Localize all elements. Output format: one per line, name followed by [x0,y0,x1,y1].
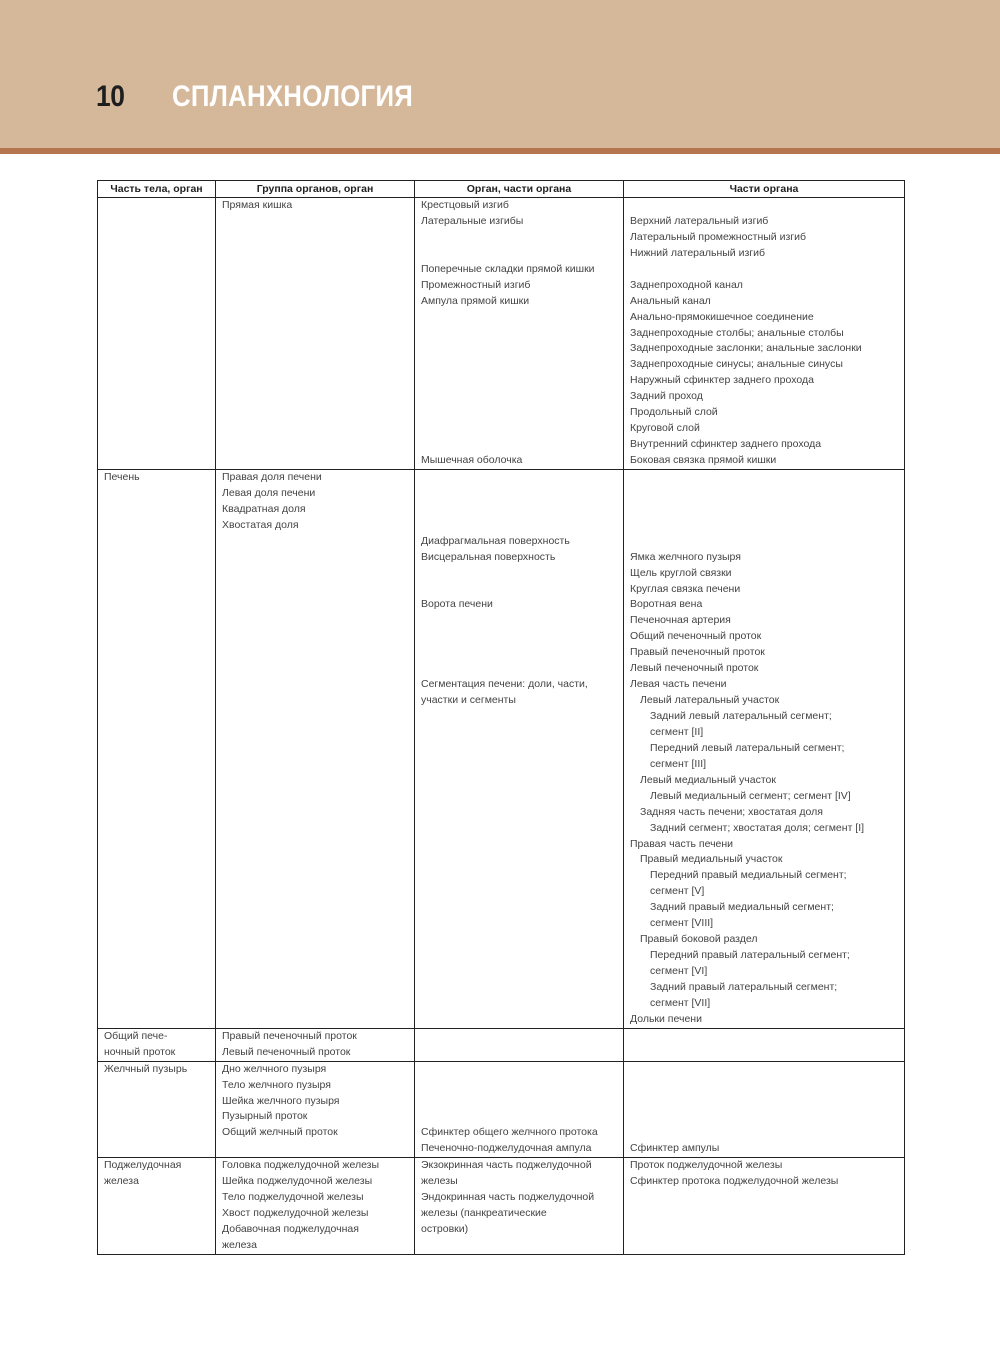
cell-line [421,1109,623,1125]
table-cell [98,1158,216,1255]
cell-line: сегмент [III] [650,757,707,770]
column-header: Части органа [624,181,905,198]
cell-line: Печень [104,470,140,483]
cell-line: Правый боковой раздел [640,933,758,946]
cell-line: Задняя часть печени; хвостатая доля [640,805,823,818]
table-cell [98,1028,216,1061]
cell-line: Латеральный промежностный изгиб [630,230,806,243]
cell-line [421,437,623,453]
cell-line [421,246,623,262]
cell-line: Правый медиальный участок [640,853,783,866]
cell-line: Печеночная артерия [630,614,731,627]
cell-line: Правая часть печени [630,837,734,850]
cell-line: Наружный сфинктер заднего прохода [630,374,814,387]
cell-line [421,661,623,677]
table-cell [624,1061,905,1158]
cell-line: Латеральные изгибы [421,214,524,227]
cell-line [421,629,623,645]
cell-line: Правый печеночный проток [222,1029,357,1042]
cell-line: островки) [421,1223,469,1235]
cell-line: Левый медиальный участок [640,773,776,786]
table-cell [415,198,624,470]
table-cell [624,1158,905,1255]
cell-line: Эндокринная часть поджелудочной [421,1191,595,1204]
cell-line [421,405,623,421]
cell-line [421,566,623,582]
cell-line: сегмент [VII] [650,996,711,1009]
cell-line: Общий пече- [104,1029,168,1042]
cell-line: Головка поджелудочной железы [222,1159,380,1172]
anatomy-table [97,180,905,1255]
cell-line: ночный проток [104,1045,176,1058]
cell-line: Передний правый медиальный сегмент; [650,869,847,882]
cell-line: Заднепроходные столбы; анальные столбы [630,326,844,339]
column-header: Часть тела, орган [98,181,216,198]
cell-line [421,486,623,502]
cell-line [630,502,904,518]
table-body [98,198,905,1255]
cell-line [421,421,623,437]
cell-line: Желчный пузырь [104,1062,188,1075]
cell-line: железы [421,1175,458,1188]
table-cell [216,1061,415,1158]
cell-line: Воротная вена [630,598,703,611]
cell-line: Правая доля печени [222,470,322,483]
table-cell [98,469,216,1028]
cell-line [630,1078,904,1094]
cell-line: Левая часть печени [630,678,727,691]
column-header: Группа органов, орган [216,181,415,198]
cell-line: Анально-прямокишечное соединение [630,310,814,323]
cell-line: Задний левый латеральный сегмент; [650,710,832,722]
cell-line: сегмент [V] [650,885,705,898]
page-number: 10 [96,80,125,113]
cell-line: Продольный слой [630,406,718,419]
cell-line [421,1094,623,1110]
cell-line: Левый медиальный сегмент; сегмент [IV] [650,789,851,802]
table-cell [216,1028,415,1061]
cell-line: Передний левый латеральный сегмент; [650,741,845,754]
table-cell [624,469,905,1028]
cell-line: Круглая связка печени [630,582,741,595]
cell-line: Общий печеночный проток [630,630,762,643]
cell-line: Ампула прямой кишки [421,294,530,307]
table-cell [415,1061,624,1158]
cell-line: Ворота печени [421,598,493,611]
cell-line: Задний проход [630,390,703,403]
table-row [98,1158,905,1255]
table-cell [624,1028,905,1061]
cell-line [630,1062,904,1078]
cell-line: Анальный канал [630,294,711,307]
cell-line: Экзокринная часть поджелудочной [421,1159,592,1172]
cell-line [421,1029,623,1045]
cell-line: Заднепроходные заслонки; анальные заслонки [630,342,862,355]
cell-line: Щель круглой связки [630,566,732,579]
column-header: Орган, части органа [415,181,624,198]
cell-line: сегмент [II] [650,725,704,738]
cell-line: Диафрагмальная поверхность [421,534,570,547]
table-cell [98,1061,216,1158]
cell-line: Левый латеральный участок [640,694,780,707]
cell-line: Левый печеночный проток [222,1045,351,1058]
table-row [98,1061,905,1158]
cell-line: Шейка поджелудочной железы [222,1175,373,1188]
table-row [98,469,905,1028]
cell-line [421,1078,623,1094]
cell-line [421,1062,623,1078]
cell-line: сегмент [VIII] [650,917,714,930]
cell-line: Тело поджелудочной железы [222,1191,364,1204]
table-cell [216,198,415,470]
cell-line: Дольки печени [630,1012,702,1025]
table-row [98,198,905,470]
cell-line [421,613,623,629]
cell-line [104,198,215,214]
cell-line [421,582,623,598]
cell-line: Левый печеночный проток [630,662,759,675]
cell-line: Поджелудочная [104,1159,182,1172]
cell-line: Левая доля печени [222,486,316,499]
chapter-title: СПЛАНХНОЛОГИЯ [172,80,414,113]
cell-line: железа [222,1238,257,1251]
cell-line: Сфинктер общего желчного протока [421,1126,598,1139]
cell-line [421,502,623,518]
cell-line [630,518,904,534]
cell-line: Тело желчного пузыря [222,1078,331,1091]
cell-line: Прямая кишка [222,199,293,211]
cell-line [421,645,623,661]
cell-line [630,1094,904,1110]
cell-line: Задний правый медиальный сегмент; [650,901,834,914]
cell-line: Общий желчный проток [222,1126,338,1139]
cell-line: Пузырный проток [222,1110,308,1123]
cell-line [630,1029,904,1045]
cell-line: Нижний латеральный изгиб [630,246,765,259]
cell-line: Сфинктер ампулы [630,1142,720,1155]
table-cell [415,1028,624,1061]
table-cell [216,469,415,1028]
cell-line: Хвост поджелудочной железы [222,1207,369,1220]
cell-line [421,373,623,389]
cell-line: Ямка желчного пузыря [630,550,741,563]
cell-line: Задний правый латеральный сегмент; [650,980,838,993]
cell-line: сегмент [VI] [650,965,708,977]
cell-line: Проток поджелудочной железы [630,1159,783,1172]
header-band [0,0,1000,148]
cell-line: Шейка желчного пузыря [222,1094,340,1107]
table-cell [624,198,905,470]
cell-line [421,389,623,405]
cell-line: Заднепроходной канал [630,278,743,291]
cell-line: Круговой слой [630,422,700,435]
header-rule [0,148,1000,154]
cell-line [630,470,904,486]
cell-line [630,534,904,550]
cell-line: Сфинктер протока поджелудочной железы [630,1175,839,1188]
cell-line [630,262,904,278]
cell-line: Верхний латеральный изгиб [630,214,769,227]
cell-line: Заднепроходные синусы; анальные синусы [630,358,843,371]
cell-line [421,310,623,326]
table-cell [415,469,624,1028]
cell-line: Поперечные складки прямой кишки [421,262,595,275]
cell-line: Мышечная оболочка [421,454,523,466]
cell-line: Висцеральная поверхность [421,550,556,563]
cell-line: Сегментация печени: доли, части, [421,678,588,691]
table-cell [415,1158,624,1255]
cell-line [630,1109,904,1125]
cell-line: участки и сегменты [421,694,516,707]
cell-line: железа [104,1175,139,1188]
cell-line [421,470,623,486]
cell-line: Квадратная доля [222,502,306,515]
cell-line [421,326,623,342]
cell-line [630,198,904,214]
cell-line: Передний правый латеральный сегмент; [650,949,850,962]
cell-line [421,341,623,357]
table-cell [98,198,216,470]
table-row [98,1028,905,1061]
cell-line: Добавочная поджелудочная [222,1223,359,1235]
cell-line [421,230,623,246]
cell-line: Хвостатая доля [222,518,299,531]
cell-line [421,357,623,373]
cell-line [630,1125,904,1141]
cell-line: Внутренний сфинктер заднего прохода [630,438,822,451]
cell-line [630,486,904,502]
cell-line: Промежностный изгиб [421,278,531,291]
cell-line [421,518,623,534]
cell-line: Правый печеночный проток [630,646,765,659]
cell-line: Задний сегмент; хвостатая доля; сегмент [I] [650,821,865,834]
table-header-row [98,181,905,198]
table-cell [216,1158,415,1255]
cell-line: Дно желчного пузыря [222,1062,327,1075]
cell-line: железы (панкреатические [421,1207,547,1220]
cell-line: Крестцовый изгиб [421,199,509,211]
cell-line: Боковая связка прямой кишки [630,454,777,466]
cell-line: Печеночно-поджелудочная ампула [421,1142,592,1155]
